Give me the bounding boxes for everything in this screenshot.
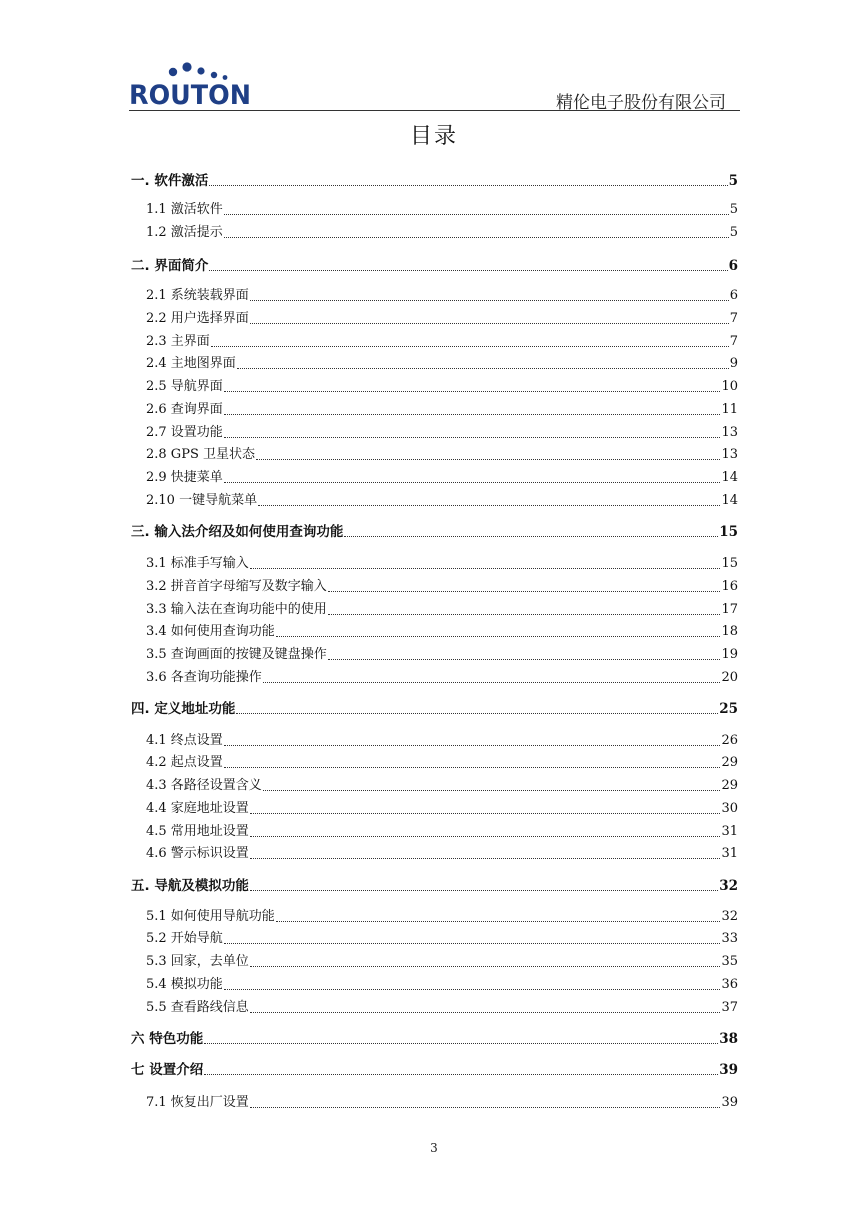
toc-dot-leader bbox=[211, 346, 729, 347]
toc-section-entry[interactable] bbox=[131, 491, 738, 509]
company-name: 精伦电子股份有限公司 bbox=[556, 93, 726, 113]
toc-dot-leader bbox=[224, 414, 721, 415]
toc-chapter-entry[interactable] bbox=[131, 1029, 738, 1047]
page-number: 3 bbox=[430, 1141, 438, 1155]
toc-dot-leader bbox=[224, 214, 729, 215]
toc-dot-leader bbox=[250, 858, 721, 859]
toc-entry-label: 4.4 家庭地址设置 bbox=[146, 801, 249, 816]
toc-section-entry[interactable] bbox=[131, 731, 738, 749]
toc-entry-label: 2.5 导航界面 bbox=[146, 379, 223, 394]
toc-entry-page: 31 bbox=[721, 846, 738, 861]
toc-section-entry[interactable] bbox=[131, 668, 738, 686]
toc-entry-label: 4.6 警示标识设置 bbox=[146, 846, 249, 861]
toc-section-entry[interactable] bbox=[131, 907, 738, 925]
toc-entry-label: 5.4 模拟功能 bbox=[146, 977, 223, 992]
toc-entry-label: 2.9 快捷菜单 bbox=[146, 470, 223, 485]
toc-section-entry[interactable] bbox=[131, 822, 738, 840]
toc-entry-label: 2.2 用户选择界面 bbox=[146, 311, 249, 326]
toc-entry-label: 3.2 拼音首字母缩写及数字输入 bbox=[146, 579, 327, 594]
toc-dot-leader bbox=[224, 391, 721, 392]
toc-dot-leader bbox=[256, 459, 720, 460]
toc-dot-leader bbox=[224, 482, 721, 483]
toc-section-entry[interactable] bbox=[131, 332, 738, 350]
toc-dot-leader bbox=[328, 591, 721, 592]
toc-entry-label: 一. 软件激活 bbox=[131, 173, 209, 189]
toc-dot-leader bbox=[204, 1043, 718, 1044]
toc-entry-label: 二. 界面简介 bbox=[131, 258, 209, 274]
toc-dot-leader bbox=[224, 437, 721, 438]
toc-chapter-entry[interactable] bbox=[131, 522, 738, 540]
toc-section-entry[interactable] bbox=[131, 445, 738, 463]
toc-chapter-entry[interactable] bbox=[131, 876, 738, 894]
toc-section-entry[interactable] bbox=[131, 929, 738, 947]
toc-section-entry[interactable] bbox=[131, 577, 738, 595]
toc-dot-leader bbox=[328, 659, 721, 660]
routon-logo bbox=[129, 62, 254, 107]
toc-entry-page: 20 bbox=[721, 670, 738, 685]
toc-chapter-entry[interactable] bbox=[131, 1060, 738, 1078]
toc-section-entry[interactable] bbox=[131, 377, 738, 395]
toc-entry-label: 3.4 如何使用查询功能 bbox=[146, 624, 275, 639]
toc-entry-page: 5 bbox=[728, 173, 738, 189]
toc-entry-page: 35 bbox=[721, 954, 738, 969]
toc-section-entry[interactable] bbox=[131, 844, 738, 862]
toc-section-entry[interactable] bbox=[131, 622, 738, 640]
toc-dot-leader bbox=[250, 1107, 721, 1108]
toc-dot-leader bbox=[224, 989, 721, 990]
toc-entry-page: 6 bbox=[728, 258, 738, 274]
toc-section-entry[interactable] bbox=[131, 753, 738, 771]
toc-entry-page: 5 bbox=[729, 202, 738, 217]
toc-dot-leader bbox=[250, 300, 729, 301]
toc-section-entry[interactable] bbox=[131, 554, 738, 572]
toc-dot-leader bbox=[204, 1074, 718, 1075]
toc-entry-label: 5.3 回家，去单位 bbox=[146, 954, 249, 969]
toc-entry-label: 3.3 输入法在查询功能中的使用 bbox=[146, 602, 327, 617]
toc-dot-leader bbox=[209, 270, 727, 271]
toc-entry-label: 5.2 开始导航 bbox=[146, 931, 223, 946]
toc-dot-leader bbox=[250, 813, 721, 814]
toc-entry-page: 13 bbox=[721, 425, 738, 440]
toc-section-entry[interactable] bbox=[131, 799, 738, 817]
toc-entry-page: 37 bbox=[721, 1000, 738, 1015]
toc-dot-leader bbox=[236, 713, 718, 714]
toc-entry-page: 16 bbox=[721, 579, 738, 594]
toc-entry-page: 30 bbox=[721, 801, 738, 816]
svg-text:ROUTON: ROUTON bbox=[129, 80, 251, 107]
toc-dot-leader bbox=[250, 836, 721, 837]
toc-entry-page: 39 bbox=[721, 1095, 738, 1110]
toc-section-entry[interactable] bbox=[131, 400, 738, 418]
toc-dot-leader bbox=[250, 966, 721, 967]
toc-entry-page: 14 bbox=[721, 470, 738, 485]
toc-section-entry[interactable] bbox=[131, 354, 738, 372]
toc-dot-leader bbox=[250, 1012, 721, 1013]
toc-entry-label: 2.6 查询界面 bbox=[146, 402, 223, 417]
toc-entry-label: 5.5 查看路线信息 bbox=[146, 1000, 249, 1015]
toc-entry-label: 2.1 系统装载界面 bbox=[146, 288, 249, 303]
toc-entry-label: 1.1 激活软件 bbox=[146, 202, 223, 217]
toc-entry-label: 四. 定义地址功能 bbox=[131, 701, 236, 717]
toc-chapter-entry[interactable] bbox=[131, 699, 738, 717]
toc-entry-page: 31 bbox=[721, 824, 738, 839]
toc-section-entry[interactable] bbox=[131, 1093, 738, 1111]
toc-entry-label: 七 设置介绍 bbox=[131, 1062, 204, 1078]
toc-entry-label: 六 特色功能 bbox=[131, 1031, 204, 1047]
toc-entry-label: 3.1 标准手写输入 bbox=[146, 556, 249, 571]
toc-entry-page: 33 bbox=[721, 931, 738, 946]
toc-dot-leader bbox=[224, 943, 721, 944]
toc-dot-leader bbox=[263, 682, 721, 683]
toc-dot-leader bbox=[263, 790, 721, 791]
toc-entry-page: 17 bbox=[721, 602, 738, 617]
toc-entry-page: 32 bbox=[719, 878, 738, 894]
toc-entry-page: 18 bbox=[721, 624, 738, 639]
toc-entry-label: 3.5 查询画面的按键及键盘操作 bbox=[146, 647, 327, 662]
toc-entry-label: 2.8 GPS 卫星状态 bbox=[146, 447, 255, 462]
toc-dot-leader bbox=[328, 614, 721, 615]
toc-section-entry[interactable] bbox=[131, 223, 738, 241]
toc-entry-page: 11 bbox=[721, 402, 738, 417]
toc-entry-label: 4.2 起点设置 bbox=[146, 755, 223, 770]
header-divider bbox=[129, 110, 740, 111]
toc-entry-page: 6 bbox=[729, 288, 738, 303]
toc-entry-label: 2.4 主地图界面 bbox=[146, 356, 236, 371]
toc-chapter-entry[interactable] bbox=[131, 256, 738, 274]
toc-entry-page: 15 bbox=[721, 556, 738, 571]
toc-chapter-entry[interactable] bbox=[131, 171, 738, 189]
toc-entry-label: 2.10 一键导航菜单 bbox=[146, 493, 258, 508]
toc-entry-label: 五. 导航及模拟功能 bbox=[131, 878, 249, 894]
toc-entry-label: 4.3 各路径设置含义 bbox=[146, 778, 262, 793]
toc-entry-page: 32 bbox=[721, 909, 738, 924]
toc-entry-label: 三. 输入法介绍及如何使用查询功能 bbox=[131, 524, 344, 540]
toc-entry-page: 15 bbox=[719, 524, 738, 540]
toc-dot-leader bbox=[344, 536, 718, 537]
toc-section-entry[interactable] bbox=[131, 286, 738, 304]
toc-entry-label: 7.1 恢复出厂设置 bbox=[146, 1095, 249, 1110]
toc-dot-leader bbox=[209, 185, 727, 186]
toc-section-entry[interactable] bbox=[131, 776, 738, 794]
toc-entry-page: 10 bbox=[721, 379, 738, 394]
toc-dot-leader bbox=[250, 568, 721, 569]
toc-entry-page: 19 bbox=[721, 647, 738, 662]
toc-section-entry[interactable] bbox=[131, 423, 738, 441]
toc-entry-label: 3.6 各查询功能操作 bbox=[146, 670, 262, 685]
toc-entry-page: 36 bbox=[721, 977, 738, 992]
toc-dot-leader bbox=[224, 237, 729, 238]
toc-dot-leader bbox=[276, 921, 721, 922]
toc-entry-page: 14 bbox=[721, 493, 738, 508]
toc-entry-label: 5.1 如何使用导航功能 bbox=[146, 909, 275, 924]
toc-section-entry[interactable] bbox=[131, 998, 738, 1016]
toc-entry-page: 13 bbox=[721, 447, 738, 462]
toc-entry-page: 26 bbox=[721, 733, 738, 748]
toc-entry-page: 9 bbox=[729, 356, 738, 371]
toc-section-entry[interactable] bbox=[131, 309, 738, 327]
toc-entry-page: 29 bbox=[721, 778, 738, 793]
toc-entry-page: 7 bbox=[729, 334, 738, 349]
toc-dot-leader bbox=[250, 890, 718, 891]
toc-dot-leader bbox=[224, 767, 721, 768]
toc-entry-label: 4.5 常用地址设置 bbox=[146, 824, 249, 839]
toc-dot-leader bbox=[276, 636, 721, 637]
toc-dot-leader bbox=[258, 505, 720, 506]
toc-entry-page: 7 bbox=[729, 311, 738, 326]
toc-dot-leader bbox=[237, 368, 729, 369]
toc-dot-leader bbox=[250, 323, 729, 324]
toc-section-entry[interactable] bbox=[131, 645, 738, 663]
toc-section-entry[interactable] bbox=[131, 468, 738, 486]
toc-entry-page: 29 bbox=[721, 755, 738, 770]
toc-entry-page: 25 bbox=[719, 701, 738, 717]
toc-entry-label: 2.7 设置功能 bbox=[146, 425, 223, 440]
toc-section-entry[interactable] bbox=[131, 952, 738, 970]
toc-entry-page: 5 bbox=[729, 225, 738, 240]
toc-entry-page: 39 bbox=[719, 1062, 738, 1078]
toc-dot-leader bbox=[224, 745, 721, 746]
page-title: 目录 bbox=[409, 124, 458, 149]
toc-entry-label: 4.1 终点设置 bbox=[146, 733, 223, 748]
toc-entry-label: 1.2 激活提示 bbox=[146, 225, 223, 240]
toc-entry-label: 2.3 主界面 bbox=[146, 334, 210, 349]
toc-section-entry[interactable] bbox=[131, 975, 738, 993]
toc-entry-page: 38 bbox=[719, 1031, 738, 1047]
toc-section-entry[interactable] bbox=[131, 200, 738, 218]
toc-section-entry[interactable] bbox=[131, 600, 738, 618]
